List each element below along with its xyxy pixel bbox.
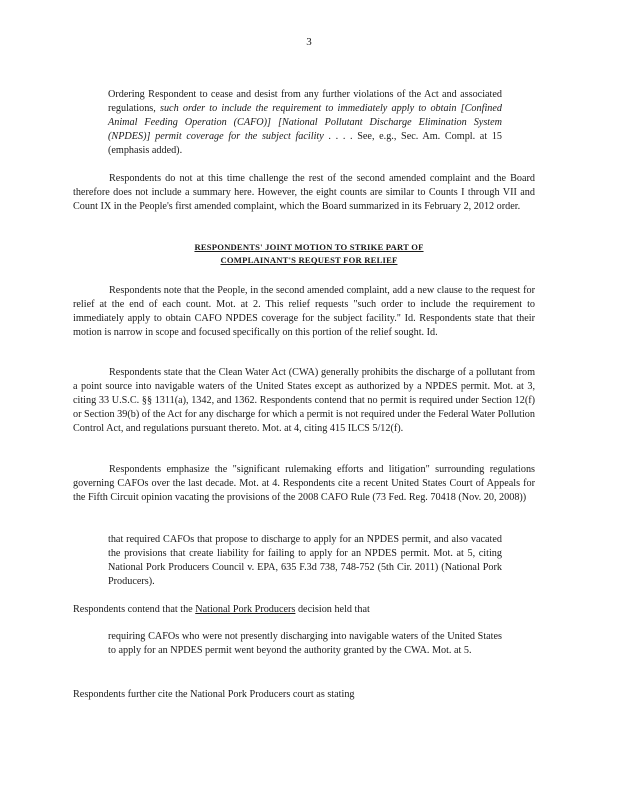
heading-line-2: COMPLAINANT'S REQUEST FOR RELIEF	[220, 255, 398, 265]
quote-emphasized-text: such order to include the requirement to immediately apply to obtain [Confined Animal Feeding Operation (CAFO)] [National Pollutant Discharge Elimination System (NPDES)] permit coverage for the subject facility	[108, 103, 502, 142]
heading-line-1: RESPONDENTS' JOINT MOTION TO STRIKE PART OF	[194, 242, 424, 252]
quote-permit-authority: requiring CAFOs who were not presently discharging into navigable waters of the United States to apply for an NPDES permit went beyond the authority granted by the CWA. Mot. at 5.	[108, 631, 502, 656]
quote-normal-text: Ordering Respondent to cease and desist from any further violations of the Act and associated regulations,	[108, 89, 502, 114]
section-heading	[150, 241, 468, 267]
paragraph-cwa-argument: Respondents state that the Clean Water Act (CWA) generally prohibits the discharge of a pollutant from a point source into navigable waters of the United States except as authorized by a NPDES permit. Mot. at 3, citing 33 U.S.C. §§ 1311(a), 1342, and 1362. Respondents contend that no permit is required under Section 12(f) or Section 39(b) of the Act for any discharge for which a permit is not required under the Federal Water Pollution Control Act, and regulations pursuant thereto. Mot. at 4, citing 415 ILCS 5/12(f).	[73, 367, 535, 434]
paragraph-decision-held: Respondents contend that the National Pork Producers decision held that	[73, 604, 370, 615]
quote-citation-text: . . . . See, e.g., Sec. Am. Compl. at 15 (emphasis added).	[108, 131, 503, 156]
case-name-underlined: National Pork Producers	[195, 604, 296, 615]
page-number: 3	[306, 36, 312, 48]
quote-fifth-circuit: that required CAFOs that propose to discharge to apply for an NPDES permit, and also vacated the provisions that create liability for failing to apply for an NPDES permit. Mot. at 5, citing National Pork Producers Council v. EPA, 635 F.3d 738, 748-752 (5th Cir. 2011) (National Pork Producers).	[108, 534, 502, 587]
paragraph-rulemaking-efforts: Respondents emphasize the "significant rulemaking efforts and litigation" surrounding regulations governing CAFOs over the last decade. Mot. at 4. Respondents cite a recent United States Court of Appeals for the Fifth Circuit opinion vacating the provisions of the 2008 CAFO Rule (73 Fed. Reg. 70418 (Nov. 20, 2008))	[73, 464, 535, 503]
paragraph-court-stating: Respondents further cite the National Pork Producers court as stating	[73, 689, 355, 700]
paragraph-motion-summary: Respondents note that the People, in the second amended complaint, add a new clause to the request for relief at the end of each count. Mot. at 2. This relief requests "such order to include the requirement to immediately apply to obtain CAFO NPDES coverage for the subject facility." Id. Respondents state that their motion is narrow in scope and focused specifically on this portion of the relief sought. Id.	[73, 285, 535, 338]
quote-ordering-respondent	[108, 88, 502, 158]
paragraph-complaint-summary: Respondents do not at this time challenge the rest of the second amended complaint and the Board therefore does not include a summary here. However, the eight counts are similar to Counts I through VII and Count IX in the People's first amended complaint, which the Board summarized in its February 2, 2012 order.	[73, 173, 535, 212]
